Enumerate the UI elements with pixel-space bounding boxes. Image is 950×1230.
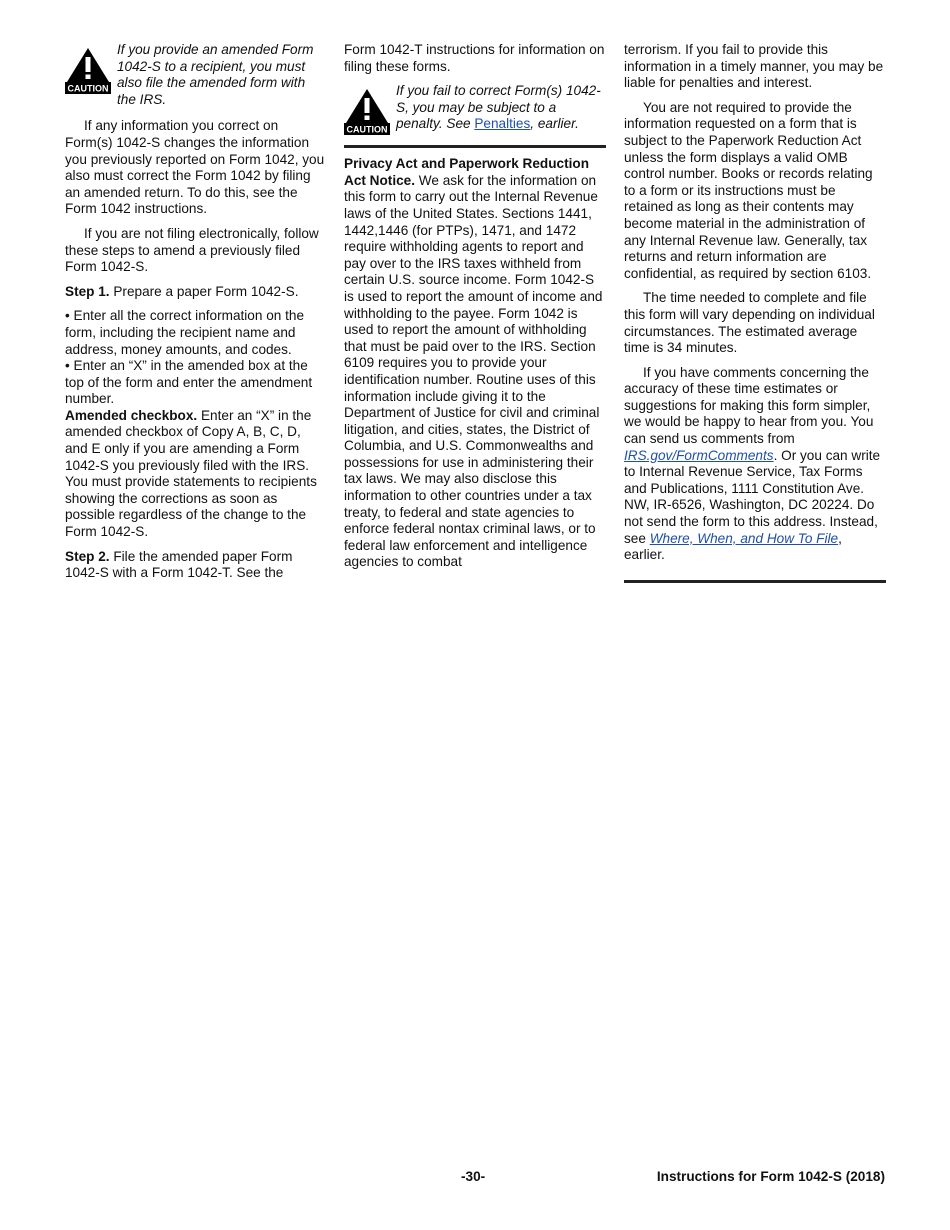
paragraph: If any information you correct on Form(s) 1042-S changes the information you previously reported on Form 1042, you also must correct the Form 1042 by filing an amended return. To do this, see the Form 1042 instructions. bbox=[65, 118, 325, 217]
step-2 bbox=[65, 549, 327, 582]
bullet-icon: • bbox=[65, 358, 70, 374]
caution-note-amended bbox=[65, 42, 327, 108]
column-1 bbox=[65, 42, 327, 590]
step-2-text: File the amended paper Form 1042-S with a Form 1042-T. See the bbox=[65, 548, 293, 581]
amended-checkbox-paragraph bbox=[65, 408, 327, 541]
where-when-how-to-file-link[interactable]: Where, When, and How To File bbox=[649, 530, 839, 546]
paragraph: You are not required to provide the information requested on a form that is subject to the Paperwork Reduction Act unless the form displays a valid OMB control number. Books or records relating to a form or its instructions must be retained as long as their contents may become material in the administration of any Internal Revenue law. Generally, tax returns and return information are confidential, as required by section 6103. bbox=[624, 99, 873, 281]
bullet-icon: • bbox=[65, 308, 70, 324]
paragraph-continued: Form 1042-T instructions for information on filing these forms. bbox=[344, 42, 605, 74]
form-comments-link[interactable]: IRS.gov/FormComments bbox=[624, 447, 774, 463]
column-2 bbox=[344, 42, 606, 579]
bullet-text: Enter all the correct information on the form, including the recipient name and address, money amounts, and codes. bbox=[65, 308, 305, 357]
end-divider bbox=[624, 580, 886, 583]
column-3 bbox=[624, 42, 886, 583]
list-item bbox=[65, 358, 327, 408]
paragraph: The time needed to complete and file this form will vary depending on individual circumstances. The estimated average time is 34 minutes. bbox=[624, 290, 875, 356]
caution-icon bbox=[65, 46, 111, 94]
caution-icon bbox=[344, 87, 390, 135]
step-1-text: Prepare a paper Form 1042-S. bbox=[113, 283, 299, 299]
page-number: -30- bbox=[461, 1169, 486, 1184]
caution-icon-label: CAUTION bbox=[67, 83, 109, 94]
caution-text: If you provide an amended Form 1042-S to a recipient, you must also file the amended form with the IRS. bbox=[117, 42, 314, 107]
privacy-act-heading: Privacy Act and Paperwork Reduction Act Notice. bbox=[344, 156, 590, 188]
amended-checkbox-text: Enter an “X” in the amended checkbox of Copy A, B, C, D, and E only if you are amending a Form 1042-S you previously filed with the IRS. You must provide statements to recipients showing the corrections as soon as possible regardless of the change to the Form 1042-S. bbox=[65, 407, 317, 540]
caution-text: If you fail to correct Form(s) 1042-S, you may be subject to a penalty. See Penalties, earlier. bbox=[396, 83, 601, 132]
bullet-text: Enter an “X” in the amended box at the top of the form and enter the amendment number. bbox=[65, 358, 313, 407]
step-2-label: Step 2. bbox=[65, 548, 110, 564]
penalties-link[interactable]: Penalties bbox=[474, 116, 531, 132]
comments-paragraph: If you have comments concerning the accuracy of these time estimates or suggestions for making this form simpler, we would be happy to hear from you. You can send us comments from IRS.gov/FormComments. Or you can write to Internal Revenue Service, Tax Forms and Publications, 1111 Constitution Ave. NW, IR-6526, Washington, DC 20224. Do not send the form to this address. Instead, see Where, When, and How To File, earlier. bbox=[624, 364, 881, 563]
privacy-act-paragraph bbox=[344, 156, 606, 571]
caution-note-penalty bbox=[344, 83, 606, 135]
step-1 bbox=[65, 284, 327, 301]
caution-icon-label: CAUTION bbox=[346, 124, 388, 135]
paragraph: If you are not filing electronically, follow these steps to amend a previously filed Form 1042-S. bbox=[65, 225, 319, 275]
document-title: Instructions for Form 1042-S (2018) bbox=[656, 1169, 885, 1184]
paragraph-continued: terrorism. If you fail to provide this information in a timely manner, you may be liable for penalties and interest. bbox=[624, 42, 884, 91]
privacy-act-text: We ask for the information on this form to carry out the Internal Revenue laws of the United States. Sections 1441, 1442,1446 (for PTPs), 1471, and 1472 require withholding agents to report and pay over to the IRS taxes withheld from certain U.S. source income. Form 1042-S is used to report the amount of income and withholding to the payee. Form 1042 is used to report the amount of withholding that must be paid over to the IRS. Section 6109 requires you to provide your identification number. Routine uses of this information include giving it to the Department of Justice for civil and criminal litigation, and cities, states, the District of Columbia, and U.S. Commonwealths and possessions for use in administering their tax laws. We may also disclose this information to other countries under a tax treaty, to federal and state agencies to enforce federal nontax criminal laws, or to federal law enforcement and intelligence agencies to combat bbox=[344, 172, 603, 570]
amended-checkbox-label: Amended checkbox. bbox=[65, 407, 198, 423]
list-item bbox=[65, 308, 327, 358]
section-divider bbox=[344, 145, 606, 148]
step-1-label: Step 1. bbox=[65, 283, 110, 299]
